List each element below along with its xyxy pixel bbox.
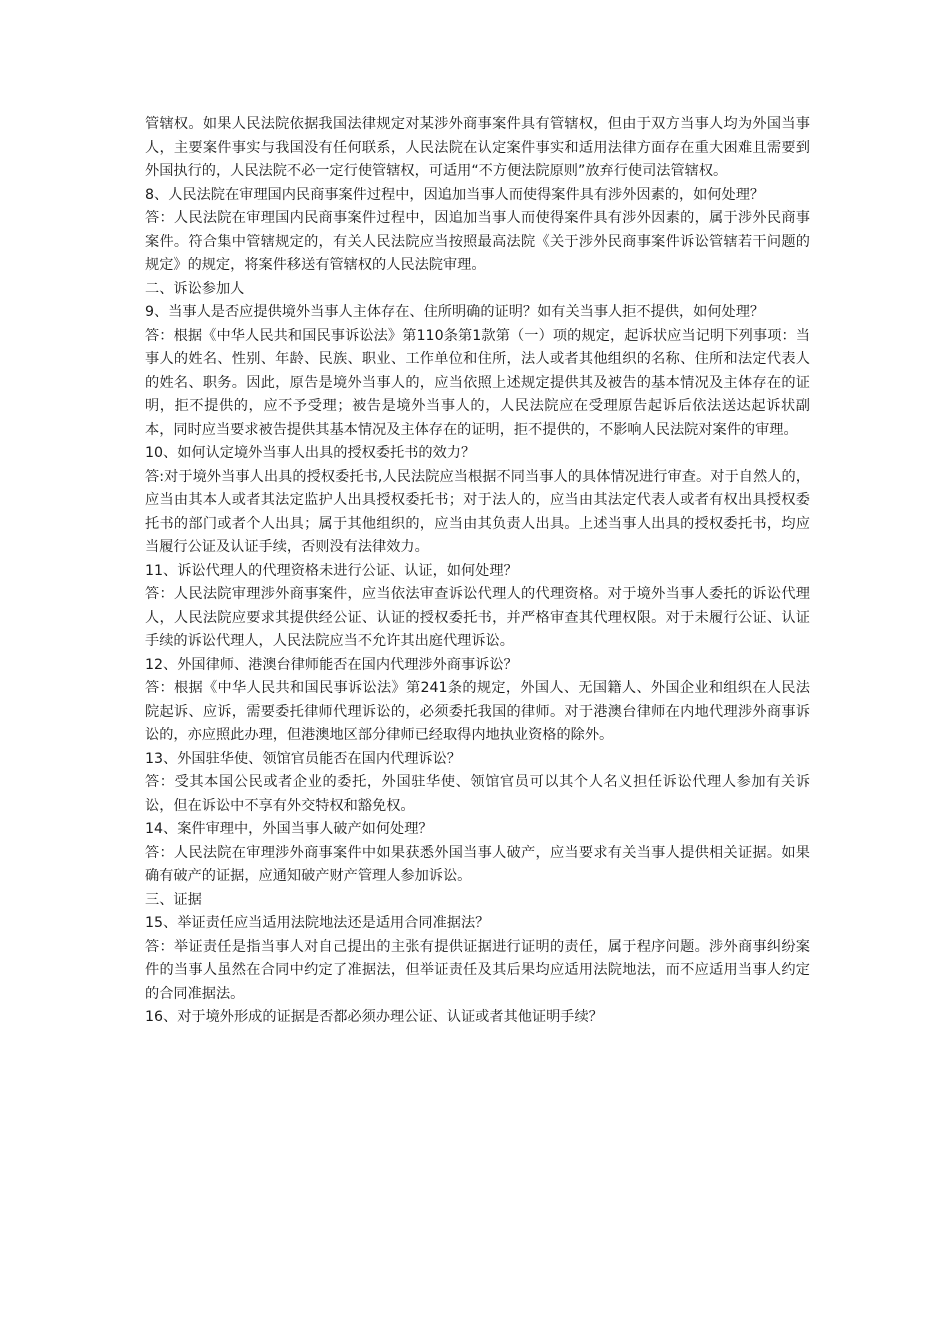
question-heading: 8、人民法院在审理国内民商事案件过程中，因追加当事人而使得案件具有涉外因素的，如何处理？: [145, 186, 765, 203]
question-heading: 13、外国驻华使、领馆官员能否在国内代理诉讼？: [145, 750, 461, 767]
question-heading: 11、诉讼代理人的代理资格未进行公证、认证，如何处理？: [145, 562, 518, 579]
section-heading: 三、证据: [145, 891, 202, 908]
question-heading: 10、如何认定境外当事人出具的授权委托书的效力？: [145, 445, 476, 461]
document-body: [145, 113, 810, 1030]
answer-paragraph: 答：人民法院在审理国内民商事案件过程中，因追加当事人而使得案件具有涉外因素的，属于涉外民商事案件。符合集中管辖规定的，有关人民法院应当按照最高法院《关于涉外民商事案件诉讼管辖若干问题的规定》的规定，将案件移送有管辖权的人民法院审理。: [145, 210, 810, 273]
question-heading: 16、对于境外形成的证据是否都必须办理公证、认证或者其他证明手续？: [145, 1009, 603, 1025]
question-heading: 9、当事人是否应提供境外当事人主体存在、住所明确的证明？如有关当事人拒不提供，如何处理？: [145, 304, 765, 320]
answer-paragraph: 答：人民法院审理涉外商事案件，应当依法审查诉讼代理人的代理资格。对于境外当事人委托的诉讼代理人，人民法院应要求其提供经公证、认证的授权委托书，并严格审查其代理权限。对于未履行公证、认证手续的诉讼代理人，人民法院应当不允许其出庭代理诉讼。: [145, 586, 810, 649]
answer-paragraph: 答：人民法院在审理涉外商事案件中如果获悉外国当事人破产，应当要求有关当事人提供相关证据。如果确有破产的证据，应通知破产财产管理人参加诉讼。: [145, 844, 810, 884]
answer-paragraph: 答：受其本国公民或者企业的委托，外国驻华使、领馆官员可以其个人名义担任诉讼代理人参加有关诉讼，但在诉讼中不享有外交特权和豁免权。: [145, 774, 810, 814]
question-heading: 12、外国律师、港澳台律师能否在国内代理涉外商事诉讼？: [145, 656, 518, 673]
paragraph: 管辖权。如果人民法院依据我国法律规定对某涉外商事案件具有管辖权，但由于双方当事人均为外国当事人，主要案件事实与我国没有任何联系，人民法院在认定案件事实和适用法律方面存在重大困难且需要到外国执行的，人民法院不必一定行使管辖权，可适用“不方便法院原则”放弃行使司法管辖权。: [145, 116, 810, 179]
answer-paragraph: 答：根据《中华人民共和国民事诉讼法》第241条的规定，外国人、无国籍人、外国企业和组织在人民法院起诉、应诉，需要委托律师代理诉讼的，必须委托我国的律师。对于港澳台律师在内地代理涉外商事诉讼的，亦应照此办理，但港澳地区部分律师已经取得内地执业资格的除外。: [145, 680, 810, 743]
section-heading: 二、诉讼参加人: [145, 280, 245, 297]
answer-paragraph: 答：根据《中华人民共和国民事诉讼法》第110条第1款第（一）项的规定，起诉状应当记明下列事项：当事人的姓名、性别、年龄、民族、职业、工作单位和住所，法人或者其他组织的名称、住所和法定代表人的姓名、职务。因此，原告是境外当事人的，应当依照上述规定提供其及被告的基本情况及主体存在的证明，拒不提供的，应不予受理；被告是境外当事人的，人民法院应在受理原告起诉后依法送达起诉状副本，同时应当要求被告提供其基本情况及主体存在的证明，拒不提供的，不影响人民法院对案件的审理。: [145, 327, 810, 438]
answer-paragraph: 答:对于境外当事人出具的授权委托书,人民法院应当根据不同当事人的具体情况进行审查。对于自然人的，应当由其本人或者其法定监护人出具授权委托书；对于法人的，应当由其法定代表人或者有权出具授权委托书的部门或者个人出具；属于其他组织的，应当由其负责人出具。上述当事人出具的授权委托书，均应当履行公证及认证手续，否则没有法律效力。: [145, 468, 810, 555]
question-heading: 15、举证责任应当适用法院地法还是适用合同准据法？: [145, 915, 490, 931]
answer-paragraph: 答：举证责任是指当事人对自己提出的主张有提供证据进行证明的责任，属于程序问题。涉外商事纠纷案件的当事人虽然在合同中约定了准据法，但举证责任及其后果均应适用法院地法，而不应适用当事人约定的合同准据法。: [145, 938, 810, 1002]
question-heading: 14、案件审理中，外国当事人破产如何处理？: [145, 821, 433, 837]
